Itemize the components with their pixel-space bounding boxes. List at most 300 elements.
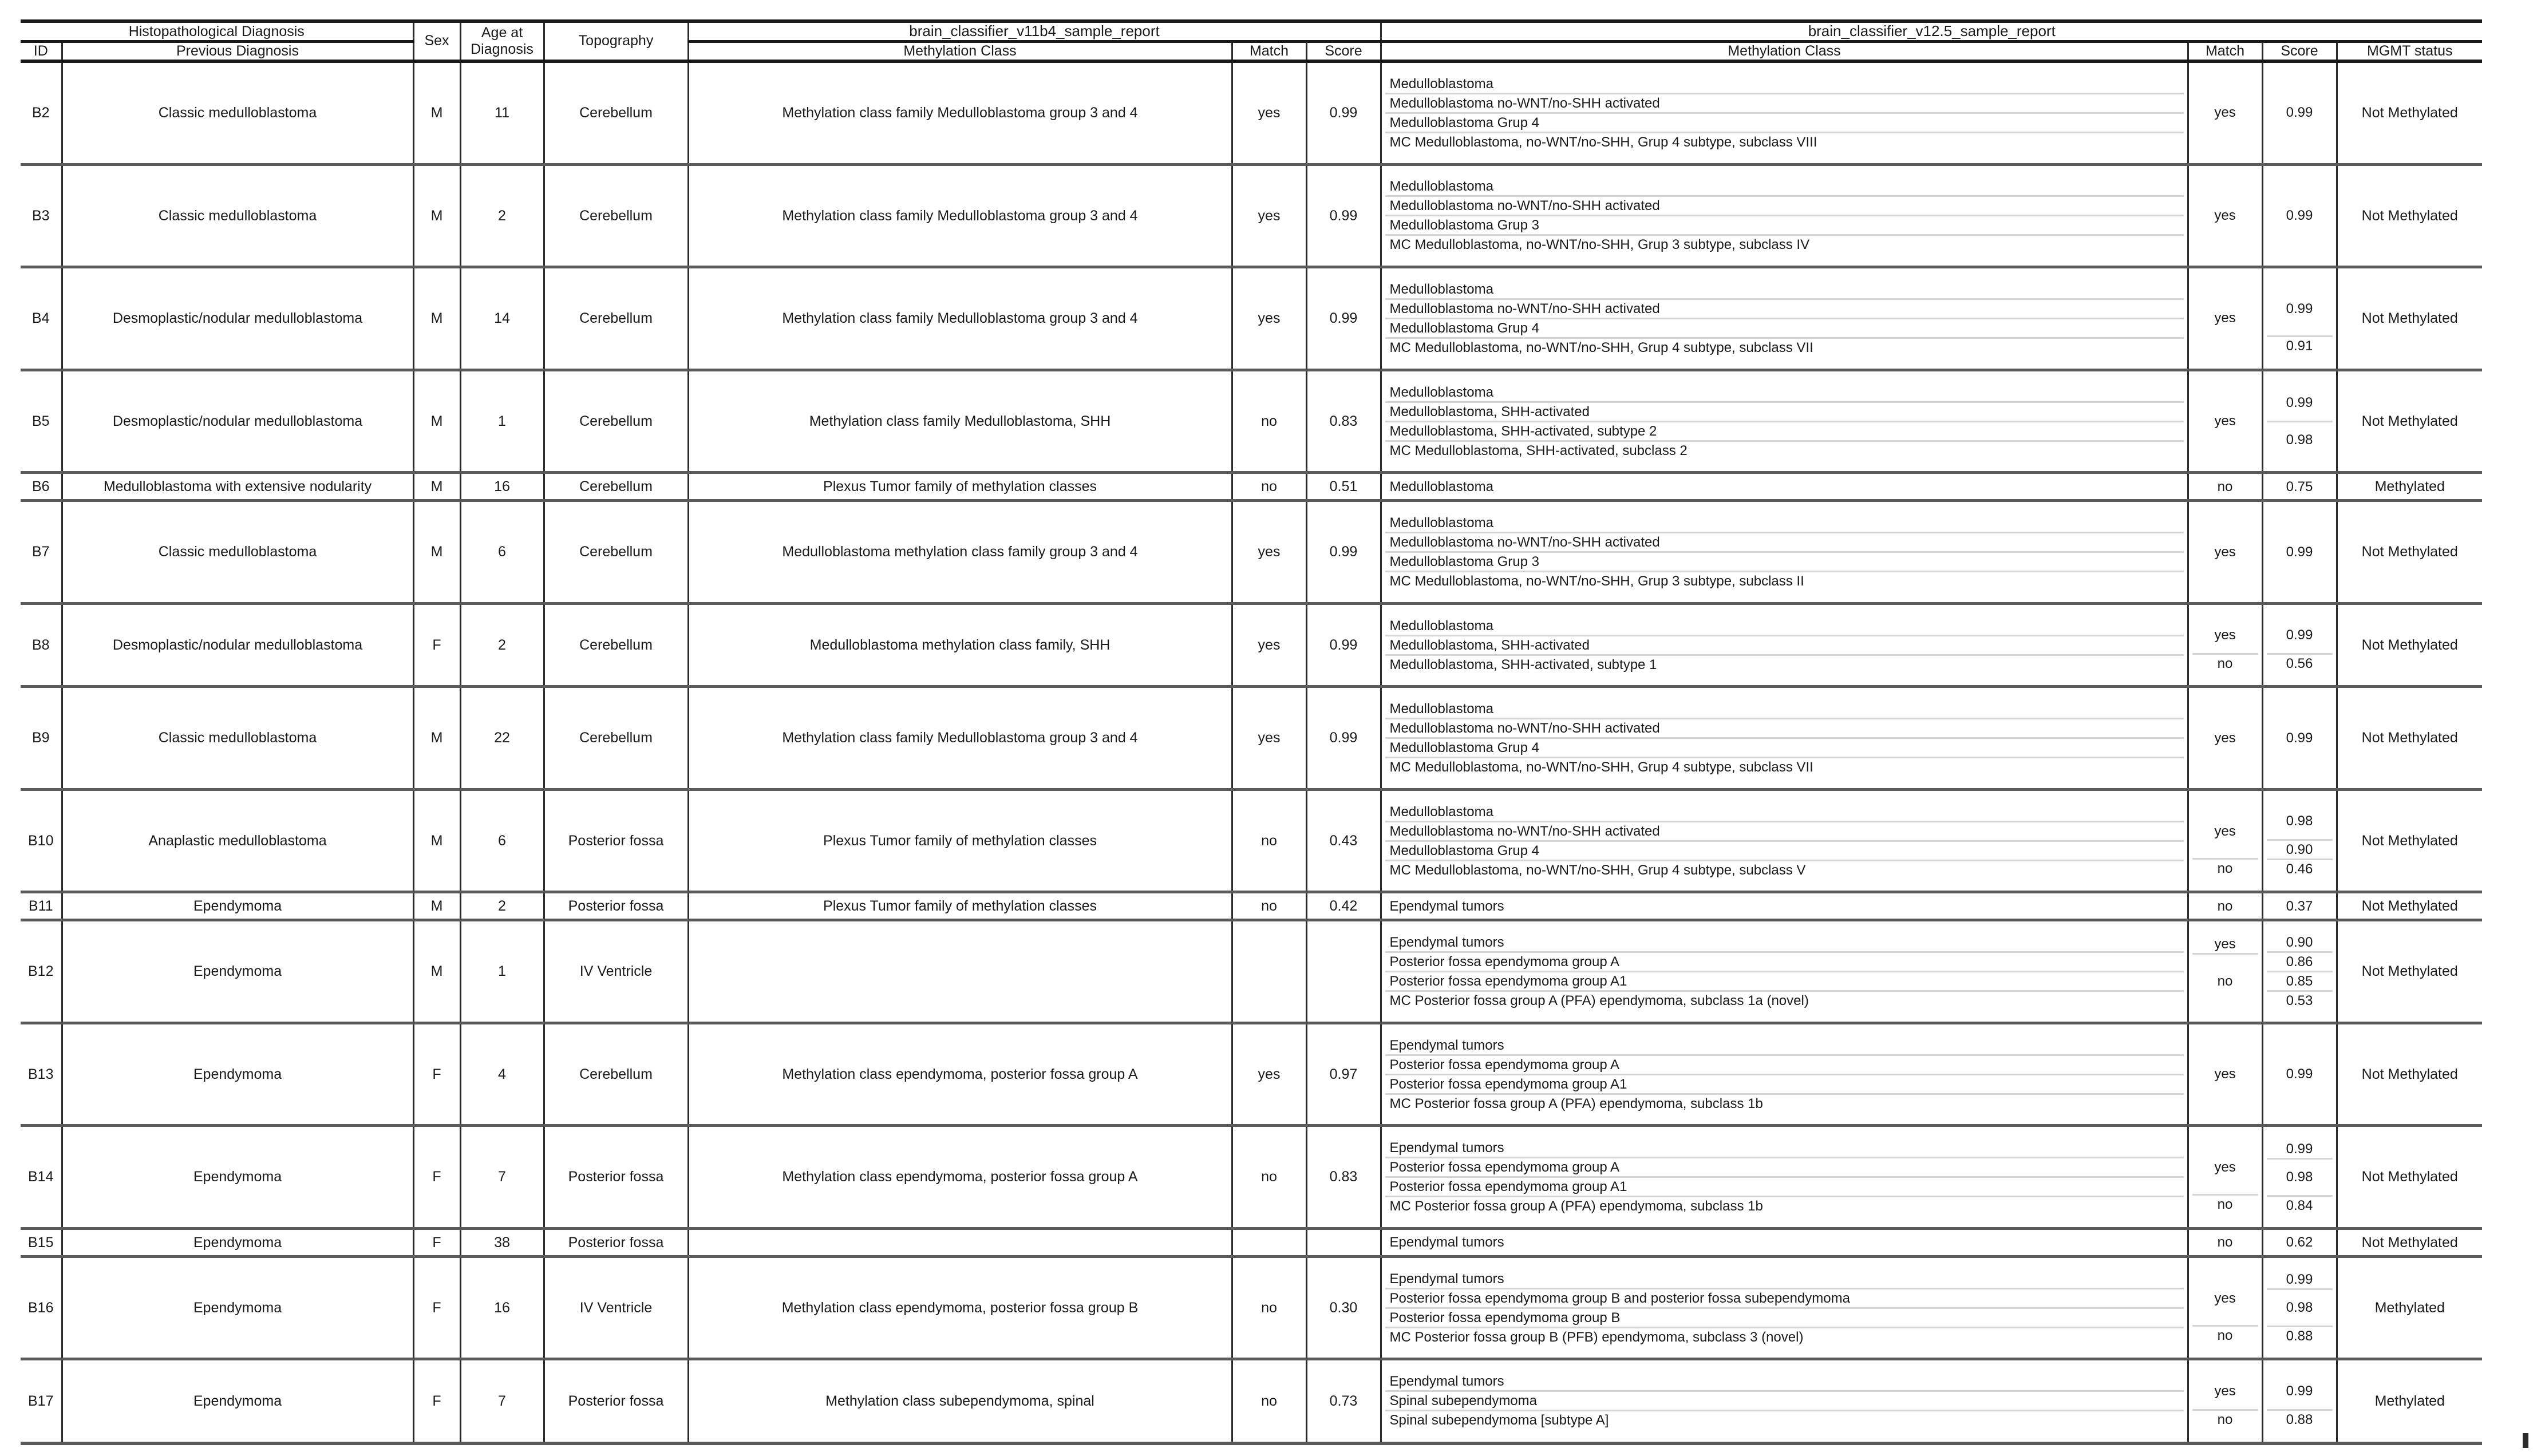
- methylation-class-line: MC Posterior fossa group A (PFA) ependymoma, subclass 1a (novel): [1389, 993, 1809, 1009]
- cell-score-v125: [2262, 603, 2337, 687]
- cell-score-v125: [2262, 501, 2337, 604]
- cell-age: 7: [460, 1126, 544, 1229]
- methylation-class-line: Medulloblastoma Grup 3: [1385, 553, 2184, 572]
- cell-score-v125: [2262, 1126, 2337, 1229]
- group-header-v125: brain_classifier_v12.5_sample_report: [1381, 21, 2482, 41]
- cell-match-v125: [2188, 789, 2262, 892]
- cell-previous-diagnosis: Classic medulloblastoma: [62, 501, 413, 604]
- cell-match-v125: [2188, 267, 2262, 370]
- score-segment: 0.84: [2286, 1197, 2313, 1213]
- cell-mgmt-status: Not Methylated: [2337, 687, 2482, 790]
- cell-methylation-class-v125: [1381, 473, 2188, 501]
- score-segment: 0.98: [2267, 1160, 2333, 1197]
- group-header-histopathological-diagnosis: Histopathological Diagnosis: [21, 21, 413, 41]
- cell-methylation-class-v125: [1381, 789, 2188, 892]
- cell-methylation-class-v125: [1381, 164, 2188, 267]
- table-row: [21, 370, 2482, 473]
- table-row: [21, 164, 2482, 267]
- cell-methylation-class-v125: [1381, 370, 2188, 473]
- methylation-class-line: Medulloblastoma no-WNT/no-SHH activated: [1385, 197, 2184, 216]
- cell-score-v11b4: [1306, 1228, 1381, 1256]
- methylation-class-line: Medulloblastoma: [1385, 75, 2184, 94]
- score-segment: 0.90: [2267, 841, 2333, 860]
- cell-mgmt-status: Not Methylated: [2337, 1228, 2482, 1256]
- cell-match-v11b4: yes: [1232, 501, 1306, 604]
- cell-sex: F: [413, 1126, 460, 1229]
- sample-report-table: [21, 19, 2482, 1445]
- cell-topography: IV Ventricle: [544, 920, 688, 1023]
- match-segment: yes: [2214, 1066, 2236, 1082]
- methylation-class-line: Medulloblastoma: [1385, 617, 2184, 636]
- cell-score-v11b4: 0.99: [1306, 687, 1381, 790]
- score-segment: 0.99: [2267, 282, 2333, 337]
- cell-match-v125: [2188, 920, 2262, 1023]
- methylation-class-line: Posterior fossa ependymoma group A1: [1385, 1178, 2184, 1197]
- cell-id: B15: [21, 1228, 62, 1256]
- cell-age: 6: [460, 789, 544, 892]
- cell-age: 22: [460, 687, 544, 790]
- table-row: [21, 1023, 2482, 1126]
- cell-id: B8: [21, 603, 62, 687]
- cell-previous-diagnosis: Ependymoma: [62, 1023, 413, 1126]
- cell-id: B10: [21, 789, 62, 892]
- cell-id: B14: [21, 1126, 62, 1229]
- page-edge-marker: [2523, 1433, 2528, 1448]
- cell-score-v11b4: 0.30: [1306, 1256, 1381, 1359]
- cell-mgmt-status: Not Methylated: [2337, 789, 2482, 892]
- score-segment: 0.88: [2286, 1411, 2313, 1427]
- cell-match-v11b4: [1232, 920, 1306, 1023]
- cell-sex: M: [413, 267, 460, 370]
- cell-score-v11b4: 0.43: [1306, 789, 1381, 892]
- cell-previous-diagnosis: Ependymoma: [62, 1228, 413, 1256]
- cell-age: 2: [460, 164, 544, 267]
- score-segment: 0.99: [2286, 730, 2313, 746]
- match-segment: no: [2217, 1197, 2233, 1213]
- cell-age: 1: [460, 370, 544, 473]
- score-segment: 0.99: [2286, 207, 2313, 223]
- methylation-class-line: MC Medulloblastoma, no-WNT/no-SHH, Grup 3 subtype, subclass IV: [1389, 237, 1810, 253]
- cell-previous-diagnosis: Desmoplastic/nodular medulloblastoma: [62, 267, 413, 370]
- methylation-class-line: Ependymal tumors: [1385, 1036, 2184, 1056]
- methylation-class-line: Medulloblastoma: [1385, 514, 2184, 533]
- cell-mgmt-status: Methylated: [2337, 473, 2482, 501]
- cell-match-v11b4: yes: [1232, 687, 1306, 790]
- methylation-class-line: Medulloblastoma Grup 4: [1385, 842, 2184, 861]
- cell-id: B12: [21, 920, 62, 1023]
- cell-mgmt-status: Not Methylated: [2337, 1126, 2482, 1229]
- methylation-class-line: Medulloblastoma no-WNT/no-SHH activated: [1385, 719, 2184, 739]
- cell-age: 16: [460, 473, 544, 501]
- cell-score-v11b4: 0.83: [1306, 370, 1381, 473]
- cell-score-v11b4: 0.51: [1306, 473, 1381, 501]
- cell-mgmt-status: Not Methylated: [2337, 267, 2482, 370]
- score-segment: 0.53: [2286, 993, 2313, 1009]
- cell-age: 1: [460, 920, 544, 1023]
- cell-age: 38: [460, 1228, 544, 1256]
- methylation-class-line: Ependymal tumors: [1389, 898, 1504, 914]
- cell-previous-diagnosis: Ependymoma: [62, 1256, 413, 1359]
- group-header-row: [21, 21, 2482, 41]
- match-segment: no: [2217, 860, 2233, 876]
- methylation-class-line: Medulloblastoma Grup 4: [1385, 739, 2184, 758]
- cell-previous-diagnosis: Desmoplastic/nodular medulloblastoma: [62, 370, 413, 473]
- cell-age: 4: [460, 1023, 544, 1126]
- cell-score-v125: [2262, 370, 2337, 473]
- cell-match-v11b4: no: [1232, 370, 1306, 473]
- cell-match-v125: [2188, 1126, 2262, 1229]
- cell-mgmt-status: Not Methylated: [2337, 164, 2482, 267]
- cell-sex: M: [413, 164, 460, 267]
- table-header: [21, 21, 2482, 61]
- cell-topography: Cerebellum: [544, 267, 688, 370]
- cell-topography: Posterior fossa: [544, 892, 688, 920]
- match-segment: no: [2217, 656, 2233, 672]
- cell-score-v11b4: 0.99: [1306, 501, 1381, 604]
- score-segment: 0.62: [2286, 1235, 2313, 1251]
- cell-score-v125: [2262, 920, 2337, 1023]
- match-segment: no: [2217, 1235, 2233, 1251]
- cell-id: B3: [21, 164, 62, 267]
- score-segment: 0.99: [2286, 105, 2313, 121]
- cell-score-v11b4: [1306, 920, 1381, 1023]
- cell-topography: Cerebellum: [544, 603, 688, 687]
- match-segment: no: [2217, 974, 2233, 990]
- cell-mgmt-status: Not Methylated: [2337, 603, 2482, 687]
- cell-match-v125: [2188, 1359, 2262, 1443]
- methylation-class-line: Medulloblastoma no-WNT/no-SHH activated: [1385, 533, 2184, 553]
- score-segment: 0.99: [2267, 1140, 2333, 1160]
- col-header-mgmt-status: MGMT status: [2337, 41, 2482, 61]
- cell-methylation-class-v125: [1381, 501, 2188, 604]
- cell-sex: M: [413, 370, 460, 473]
- match-segment: yes: [2192, 805, 2258, 860]
- match-segment: yes: [2192, 935, 2258, 955]
- col-header-age-line2: Diagnosis: [471, 41, 534, 57]
- cell-score-v125: [2262, 267, 2337, 370]
- cell-topography: Cerebellum: [544, 370, 688, 473]
- score-segment: 0.98: [2286, 432, 2313, 448]
- table-body: [21, 61, 2482, 1443]
- match-segment: yes: [2214, 413, 2236, 429]
- methylation-class-line: Medulloblastoma: [1385, 383, 2184, 403]
- score-segment: 0.37: [2286, 898, 2313, 914]
- methylation-class-line: Medulloblastoma: [1389, 478, 1493, 494]
- table-row: [21, 473, 2482, 501]
- col-header-methylation-class-v11b4: Methylation Class: [688, 41, 1232, 61]
- cell-id: B7: [21, 501, 62, 604]
- methylation-class-line: Medulloblastoma, SHH-activated: [1385, 636, 2184, 656]
- methylation-class-line: Posterior fossa ependymoma group B and posterior fossa subependymoma: [1385, 1289, 2184, 1309]
- score-segment: 0.99: [2286, 544, 2313, 560]
- col-header-id: ID: [21, 41, 62, 61]
- cell-age: 11: [460, 61, 544, 165]
- cell-previous-diagnosis: Ependymoma: [62, 1126, 413, 1229]
- score-segment: 0.99: [2267, 385, 2333, 422]
- cell-sex: M: [413, 501, 460, 604]
- methylation-class-line: Medulloblastoma no-WNT/no-SHH activated: [1385, 822, 2184, 842]
- match-segment: no: [2217, 898, 2233, 914]
- cell-methylation-class-v11b4: Methylation class family Medulloblastoma group 3 and 4: [688, 61, 1232, 165]
- table-row: [21, 61, 2482, 165]
- cell-sex: M: [413, 892, 460, 920]
- score-segment: 0.85: [2267, 972, 2333, 992]
- cell-match-v11b4: no: [1232, 1126, 1306, 1229]
- cell-methylation-class-v11b4: Plexus Tumor family of methylation classes: [688, 789, 1232, 892]
- cell-topography: Posterior fossa: [544, 789, 688, 892]
- cell-topography: Cerebellum: [544, 61, 688, 165]
- cell-score-v11b4: 0.42: [1306, 892, 1381, 920]
- col-header-match-v11b4: Match: [1232, 41, 1306, 61]
- cell-methylation-class-v11b4: Methylation class family Medulloblastoma group 3 and 4: [688, 267, 1232, 370]
- methylation-class-line: Medulloblastoma: [1385, 803, 2184, 822]
- cell-methylation-class-v11b4: [688, 920, 1232, 1023]
- methylation-class-line: Ependymal tumors: [1385, 1139, 2184, 1158]
- cell-mgmt-status: Not Methylated: [2337, 61, 2482, 165]
- cell-methylation-class-v125: [1381, 1126, 2188, 1229]
- cell-age: 16: [460, 1256, 544, 1359]
- methylation-class-line: Ependymal tumors: [1389, 1235, 1504, 1251]
- methylation-class-line: MC Medulloblastoma, SHH-activated, subclass 2: [1389, 442, 1688, 458]
- cell-sex: M: [413, 789, 460, 892]
- cell-sex: F: [413, 1359, 460, 1443]
- cell-topography: Cerebellum: [544, 501, 688, 604]
- cell-score-v125: [2262, 1228, 2337, 1256]
- cell-mgmt-status: Not Methylated: [2337, 501, 2482, 604]
- cell-topography: Cerebellum: [544, 164, 688, 267]
- table-row: [21, 920, 2482, 1023]
- cell-methylation-class-v125: [1381, 61, 2188, 165]
- score-segment: 0.56: [2286, 656, 2313, 672]
- cell-match-v125: [2188, 473, 2262, 501]
- cell-methylation-class-v125: [1381, 267, 2188, 370]
- cell-sex: M: [413, 473, 460, 501]
- cell-mgmt-status: Not Methylated: [2337, 892, 2482, 920]
- col-header-score-v125: Score: [2262, 41, 2337, 61]
- methylation-class-line: Medulloblastoma no-WNT/no-SHH activated: [1385, 94, 2184, 114]
- group-header-v11b4: brain_classifier_v11b4_sample_report: [688, 21, 1381, 41]
- table-row: [21, 789, 2482, 892]
- match-segment: yes: [2192, 618, 2258, 655]
- methylation-class-line: Posterior fossa ependymoma group A: [1385, 953, 2184, 972]
- table-row: [21, 267, 2482, 370]
- cell-match-v11b4: no: [1232, 789, 1306, 892]
- cell-score-v125: [2262, 473, 2337, 501]
- match-segment: yes: [2192, 1374, 2258, 1411]
- methylation-class-line: Posterior fossa ependymoma group A: [1385, 1056, 2184, 1075]
- cell-methylation-class-v125: [1381, 1359, 2188, 1443]
- cell-match-v125: [2188, 687, 2262, 790]
- cell-methylation-class-v125: [1381, 892, 2188, 920]
- score-segment: 0.46: [2286, 861, 2313, 877]
- cell-methylation-class-v125: [1381, 1228, 2188, 1256]
- column-header-row: [21, 41, 2482, 61]
- cell-methylation-class-v11b4: Methylation class ependymoma, posterior fossa group A: [688, 1126, 1232, 1229]
- methylation-class-line: Medulloblastoma Grup 3: [1385, 216, 2184, 236]
- cell-sex: F: [413, 1023, 460, 1126]
- cell-id: B16: [21, 1256, 62, 1359]
- methylation-class-line: MC Posterior fossa group A (PFA) ependymoma, subclass 1b: [1389, 1095, 1763, 1111]
- methylation-class-line: MC Medulloblastoma, no-WNT/no-SHH, Grup 3 subtype, subclass II: [1389, 573, 1804, 589]
- col-header-age-line1: Age at: [481, 25, 523, 41]
- cell-age: 2: [460, 603, 544, 687]
- methylation-class-line: Medulloblastoma Grup 4: [1385, 114, 2184, 133]
- cell-match-v11b4: yes: [1232, 164, 1306, 267]
- match-segment: no: [2217, 1327, 2233, 1343]
- cell-methylation-class-v11b4: Methylation class ependymoma, posterior fossa group B: [688, 1256, 1232, 1359]
- cell-match-v125: [2188, 1256, 2262, 1359]
- cell-match-v11b4: yes: [1232, 61, 1306, 165]
- match-segment: yes: [2192, 1272, 2258, 1327]
- methylation-class-line: Posterior fossa ependymoma group A: [1385, 1158, 2184, 1178]
- cell-previous-diagnosis: Classic medulloblastoma: [62, 164, 413, 267]
- cell-score-v125: [2262, 892, 2337, 920]
- cell-methylation-class-v11b4: Methylation class ependymoma, posterior fossa group A: [688, 1023, 1232, 1126]
- cell-topography: Posterior fossa: [544, 1359, 688, 1443]
- cell-sex: F: [413, 1228, 460, 1256]
- methylation-class-line: Spinal subependymoma [subtype A]: [1389, 1413, 1609, 1429]
- cell-score-v11b4: 0.73: [1306, 1359, 1381, 1443]
- cell-topography: Posterior fossa: [544, 1126, 688, 1229]
- cell-methylation-class-v11b4: Methylation class family Medulloblastoma, SHH: [688, 370, 1232, 473]
- score-segment: 0.99: [2267, 1374, 2333, 1411]
- cell-methylation-class-v11b4: Plexus Tumor family of methylation classes: [688, 473, 1232, 501]
- cell-score-v125: [2262, 61, 2337, 165]
- methylation-class-line: MC Medulloblastoma, no-WNT/no-SHH, Grup 4 subtype, subclass VII: [1389, 759, 1813, 776]
- cell-previous-diagnosis: Anaplastic medulloblastoma: [62, 789, 413, 892]
- cell-methylation-class-v11b4: Plexus Tumor family of methylation classes: [688, 892, 1232, 920]
- methylation-class-line: MC Medulloblastoma, no-WNT/no-SHH, Grup 4 subtype, subclass VII: [1389, 339, 1813, 355]
- cell-methylation-class-v11b4: Methylation class family Medulloblastoma group 3 and 4: [688, 164, 1232, 267]
- cell-methylation-class-v11b4: [688, 1228, 1232, 1256]
- col-header-sex: Sex: [413, 21, 460, 61]
- cell-id: B9: [21, 687, 62, 790]
- score-segment: 0.86: [2267, 953, 2333, 972]
- cell-previous-diagnosis: Ependymoma: [62, 920, 413, 1023]
- cell-methylation-class-v11b4: Medulloblastoma methylation class family, SHH: [688, 603, 1232, 687]
- score-segment: 0.75: [2286, 478, 2313, 494]
- methylation-class-line: Ependymal tumors: [1385, 933, 2184, 953]
- score-segment: 0.99: [2267, 1271, 2333, 1290]
- cell-previous-diagnosis: Desmoplastic/nodular medulloblastoma: [62, 603, 413, 687]
- methylation-class-line: Medulloblastoma, SHH-activated: [1385, 403, 2184, 422]
- cell-age: 6: [460, 501, 544, 604]
- score-segment: 0.98: [2267, 1290, 2333, 1327]
- col-header-previous-diagnosis: Previous Diagnosis: [62, 41, 413, 61]
- cell-methylation-class-v125: [1381, 687, 2188, 790]
- cell-mgmt-status: Methylated: [2337, 1256, 2482, 1359]
- methylation-class-line: MC Posterior fossa group A (PFA) ependymoma, subclass 1b: [1389, 1198, 1763, 1214]
- table-row: [21, 501, 2482, 604]
- cell-score-v11b4: 0.99: [1306, 61, 1381, 165]
- methylation-class-line: Medulloblastoma: [1385, 177, 2184, 197]
- cell-sex: F: [413, 603, 460, 687]
- methylation-class-line: MC Medulloblastoma, no-WNT/no-SHH, Grup 4 subtype, subclass VIII: [1389, 134, 1817, 150]
- cell-previous-diagnosis: Ependymoma: [62, 1359, 413, 1443]
- table-row: [21, 892, 2482, 920]
- methylation-class-line: Medulloblastoma Grup 4: [1385, 319, 2184, 339]
- cell-id: B2: [21, 61, 62, 165]
- cell-topography: Cerebellum: [544, 687, 688, 790]
- cell-id: B11: [21, 892, 62, 920]
- col-header-methylation-class-v125: Methylation Class: [1381, 41, 2188, 61]
- score-segment: 0.98: [2267, 804, 2333, 841]
- cell-match-v11b4: no: [1232, 1359, 1306, 1443]
- cell-score-v125: [2262, 687, 2337, 790]
- match-segment: yes: [2214, 105, 2236, 121]
- table-row: [21, 1126, 2482, 1229]
- cell-score-v125: [2262, 1256, 2337, 1359]
- col-header-age-at-diagnosis: [460, 21, 544, 61]
- cell-sex: M: [413, 920, 460, 1023]
- cell-score-v125: [2262, 164, 2337, 267]
- methylation-class-line: Posterior fossa ependymoma group B: [1385, 1309, 2184, 1328]
- methylation-class-line: Medulloblastoma: [1385, 700, 2184, 719]
- cell-match-v11b4: yes: [1232, 603, 1306, 687]
- cell-match-v11b4: [1232, 1228, 1306, 1256]
- cell-methylation-class-v11b4: Medulloblastoma methylation class family group 3 and 4: [688, 501, 1232, 604]
- cell-age: 2: [460, 892, 544, 920]
- cell-previous-diagnosis: Classic medulloblastoma: [62, 687, 413, 790]
- cell-match-v125: [2188, 1023, 2262, 1126]
- cell-mgmt-status: Not Methylated: [2337, 920, 2482, 1023]
- cell-score-v125: [2262, 789, 2337, 892]
- cell-topography: Cerebellum: [544, 473, 688, 501]
- methylation-class-line: MC Medulloblastoma, no-WNT/no-SHH, Grup 4 subtype, subclass V: [1389, 862, 1806, 878]
- match-segment: no: [2217, 478, 2233, 494]
- col-header-topography: Topography: [544, 21, 688, 61]
- cell-score-v11b4: 0.99: [1306, 267, 1381, 370]
- match-segment: yes: [2214, 310, 2236, 326]
- cell-methylation-class-v125: [1381, 1023, 2188, 1126]
- methylation-class-line: Spinal subependymoma: [1385, 1392, 2184, 1411]
- methylation-class-line: Medulloblastoma: [1385, 280, 2184, 300]
- cell-score-v11b4: 0.99: [1306, 164, 1381, 267]
- col-header-score-v11b4: Score: [1306, 41, 1381, 61]
- cell-score-v11b4: 0.99: [1306, 603, 1381, 687]
- cell-match-v11b4: yes: [1232, 1023, 1306, 1126]
- cell-age: 7: [460, 1359, 544, 1443]
- cell-score-v125: [2262, 1359, 2337, 1443]
- cell-age: 14: [460, 267, 544, 370]
- cell-match-v125: [2188, 501, 2262, 604]
- cell-methylation-class-v125: [1381, 1256, 2188, 1359]
- cell-methylation-class-v11b4: Methylation class family Medulloblastoma group 3 and 4: [688, 687, 1232, 790]
- match-segment: yes: [2214, 730, 2236, 746]
- cell-methylation-class-v11b4: Methylation class subependymoma, spinal: [688, 1359, 1232, 1443]
- score-segment: 0.99: [2286, 1066, 2313, 1082]
- score-segment: 0.99: [2267, 618, 2333, 655]
- methylation-class-line: Medulloblastoma, SHH-activated, subtype 1: [1389, 656, 1657, 672]
- score-segment: 0.88: [2286, 1328, 2313, 1344]
- cell-topography: Posterior fossa: [544, 1228, 688, 1256]
- cell-match-v125: [2188, 1228, 2262, 1256]
- cell-score-v125: [2262, 1023, 2337, 1126]
- cell-match-v11b4: no: [1232, 892, 1306, 920]
- col-header-match-v125: Match: [2188, 41, 2262, 61]
- cell-mgmt-status: Methylated: [2337, 1359, 2482, 1443]
- match-segment: yes: [2192, 1141, 2258, 1196]
- cell-previous-diagnosis: Ependymoma: [62, 892, 413, 920]
- cell-sex: F: [413, 1256, 460, 1359]
- cell-id: B13: [21, 1023, 62, 1126]
- cell-id: B17: [21, 1359, 62, 1443]
- cell-match-v11b4: no: [1232, 473, 1306, 501]
- table-row: [21, 1228, 2482, 1256]
- cell-sex: M: [413, 61, 460, 165]
- cell-match-v125: [2188, 603, 2262, 687]
- methylation-class-line: Posterior fossa ependymoma group A1: [1385, 1075, 2184, 1095]
